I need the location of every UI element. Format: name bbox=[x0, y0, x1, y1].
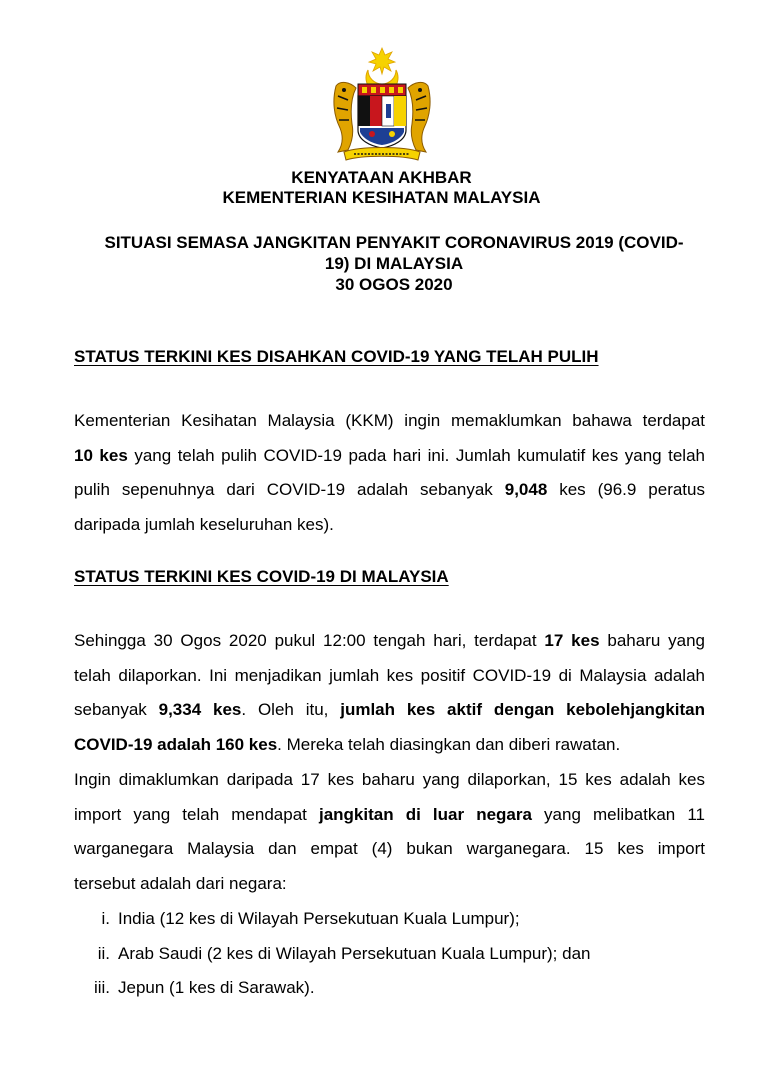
list-item bbox=[74, 937, 705, 972]
list-item bbox=[74, 902, 705, 937]
para-line: pulih sepenuhnya dari COVID-19 adalah sebanyak 9,048 kes (96.9 peratus bbox=[74, 480, 705, 499]
section-malaysia-status-title: STATUS TERKINI KES COVID-19 DI MALAYSIA bbox=[74, 567, 449, 586]
situation-title-line-1: SITUASI SEMASA JANGKITAN PENYAKIT CORONAVIRUS 2019 (COVID- bbox=[104, 233, 684, 252]
section-recovered-title: STATUS TERKINI KES DISAHKAN COVID-19 YANG TELAH PULIH bbox=[74, 347, 599, 366]
para-line: Sehingga 30 Ogos 2020 pukul 12:00 tengah hari, terdapat 17 kes baharu yang bbox=[74, 631, 706, 650]
new-cases-paragraph bbox=[74, 624, 705, 762]
list-item-text: Arab Saudi (2 kes di Wilayah Persekutuan Kuala Lumpur); dan bbox=[118, 943, 591, 963]
para-line: import yang telah mendapat jangkitan di luar negara yang melibatkan 11 bbox=[74, 804, 705, 824]
list-item-text: Jepun (1 kes di Sarawak). bbox=[118, 978, 315, 997]
para-line: warganegara Malaysia dan empat (4) bukan warganegara. 15 kes import bbox=[74, 839, 705, 858]
situation-title bbox=[74, 232, 714, 295]
press-statement-heading: KENYATAAN AKHBAR bbox=[291, 168, 472, 187]
para-line: sebanyak 9,334 kes. Oleh itu, jumlah kes aktif dengan kebolehjangkitan bbox=[74, 700, 705, 719]
list-item-number: i. bbox=[101, 909, 110, 928]
para-line: Ingin dimaklumkan daripada 17 kes baharu yang dilaporkan, 15 kes adalah kes bbox=[74, 770, 705, 789]
situation-date: 30 OGOS 2020 bbox=[335, 275, 453, 294]
ministry-heading: KEMENTERIAN KESIHATAN MALAYSIA bbox=[222, 188, 541, 207]
para-line: daripada jumlah keseluruhan kes). bbox=[74, 514, 334, 534]
import-countries-list bbox=[74, 902, 705, 1006]
recovered-paragraph bbox=[74, 404, 705, 542]
para-line: 10 kes yang telah pulih COVID-19 pada hari ini. Jumlah kumulatif kes yang telah bbox=[74, 445, 705, 465]
list-item bbox=[74, 971, 705, 1006]
list-item-text: India (12 kes di Wilayah Persekutuan Kuala Lumpur); bbox=[118, 909, 520, 928]
import-cases-paragraph bbox=[74, 763, 705, 901]
situation-title-line-2: 19) DI MALAYSIA bbox=[324, 254, 464, 273]
para-line: tersebut adalah dari negara: bbox=[74, 873, 287, 893]
para-line: Kementerian Kesihatan Malaysia (KKM) ingin memaklumkan bahawa terdapat bbox=[74, 411, 705, 430]
para-line: COVID-19 adalah 160 kes. Mereka telah diasingkan dan diberi rawatan. bbox=[74, 734, 621, 754]
coat-of-arms-icon bbox=[330, 46, 434, 166]
list-item-number: ii. bbox=[97, 943, 110, 963]
list-item-number: iii. bbox=[93, 978, 110, 997]
para-line: telah dilaporkan. Ini menjadikan jumlah kes positif COVID-19 di Malaysia adalah bbox=[74, 665, 705, 685]
